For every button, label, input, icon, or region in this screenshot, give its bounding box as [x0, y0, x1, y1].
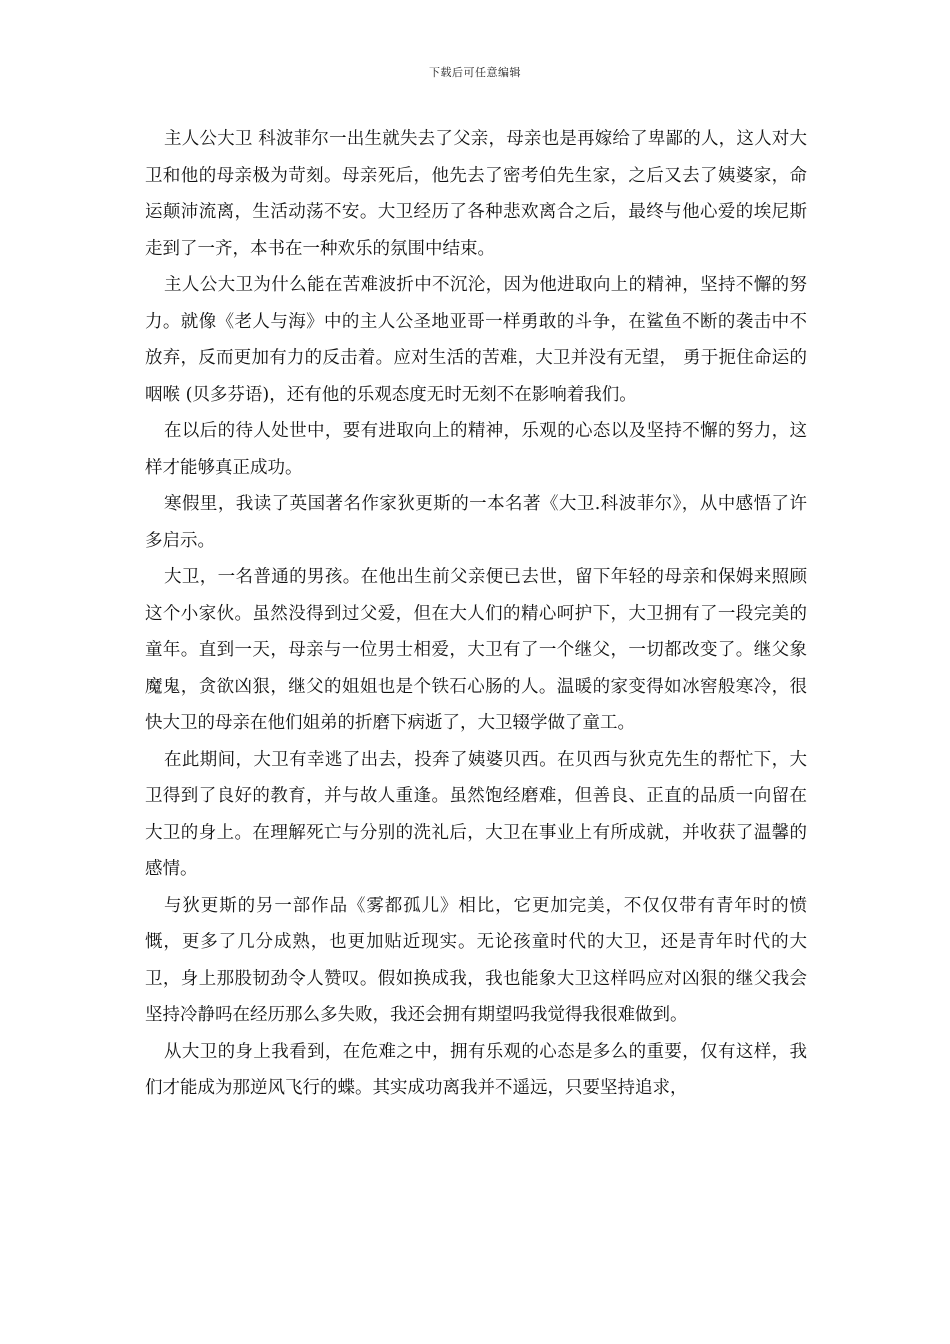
paragraph-5: 大卫，一名普通的男孩。在他出生前父亲便已去世，留下年轻的母亲和保姆来照顾这个小家伙。虽然没得到过父爱，但在大人们的精心呵护下，大卫拥有了一段完美的童年。直到一天，母亲与一位男士相爱，大卫有了一个继父，一切都改变了。继父象魔鬼，贪欲凶狠，继父的姐姐也是个铁石心肠的人。温暖的家变得如冰窖般寒冷，很快大卫的母亲在他们姐弟的折磨下病逝了，大卫辍学做了童工。 — [145, 567, 807, 733]
paragraph-1: 主人公大卫 科波菲尔一出生就失去了父亲，母亲也是再嫁给了卑鄙的人，这人对大卫和他的母亲极为苛刻。母亲死后，他先去了密考伯先生家，之后又去了姨婆家，命运颠沛流离，生活动荡不安。大卫经历了各种悲欢离合之后，最终与他心爱的埃尼斯走到了一齐，本书在一种欢乐的氛围中结束。 — [145, 129, 807, 259]
paragraph-7: 与狄更斯的另一部作品《雾都孤儿》相比，它更加完美，不仅仅带有青年时的愤慨，更多了几分成熟，也更加贴近现实。无论孩童时代的大卫，还是青年时代的大卫，身上那股韧劲令人赞叹。假如换成我，我也能象大卫这样吗应对凶狠的继父我会坚持冷静吗在经历那么多失败，我还会拥有期望吗我觉得我很难做到。 — [145, 895, 807, 1025]
document-body — [145, 121, 807, 1107]
paragraph-6: 在此期间，大卫有幸逃了出去，投奔了姨婆贝西。在贝西与狄克先生的帮忙下，大卫得到了良好的教育，并与故人重逢。虽然饱经磨难，但善良、正直的品质一向留在大卫的身上。在理解死亡与分别的洗礼后，大卫在事业上有所成就，并收获了温馨的感情。 — [145, 749, 807, 879]
paragraph-8: 从大卫的身上我看到，在危难之中，拥有乐观的心态是多么的重要，仅有这样，我们才能成为那逆风飞行的蝶。其实成功离我并不遥远，只要坚持追求， — [145, 1041, 807, 1098]
paragraph-2: 主人公大卫为什么能在苦难波折中不沉沦，因为他进取向上的精神，坚持不懈的努力。就像《老人与海》中的主人公圣地亚哥一样勇敢的斗争，在鲨鱼不断的袭击中不放弃，反而更加有力的反击着。应对生活的苦难，大卫并没有无望， 勇于扼住命运的咽喉 (贝多芬语)，还有他的乐观态度无时无刻不在影响着我们。 — [145, 275, 807, 405]
paragraph-3: 在以后的待人处世中，要有进取向上的精神，乐观的心态以及坚持不懈的努力，这样才能够真正成功。 — [145, 421, 807, 478]
paragraph-4: 寒假里，我读了英国著名作家狄更斯的一本名著《大卫.科波菲尔》，从中感悟了许多启示。 — [145, 494, 807, 551]
page-header: 下载后可任意编辑 — [429, 66, 521, 79]
